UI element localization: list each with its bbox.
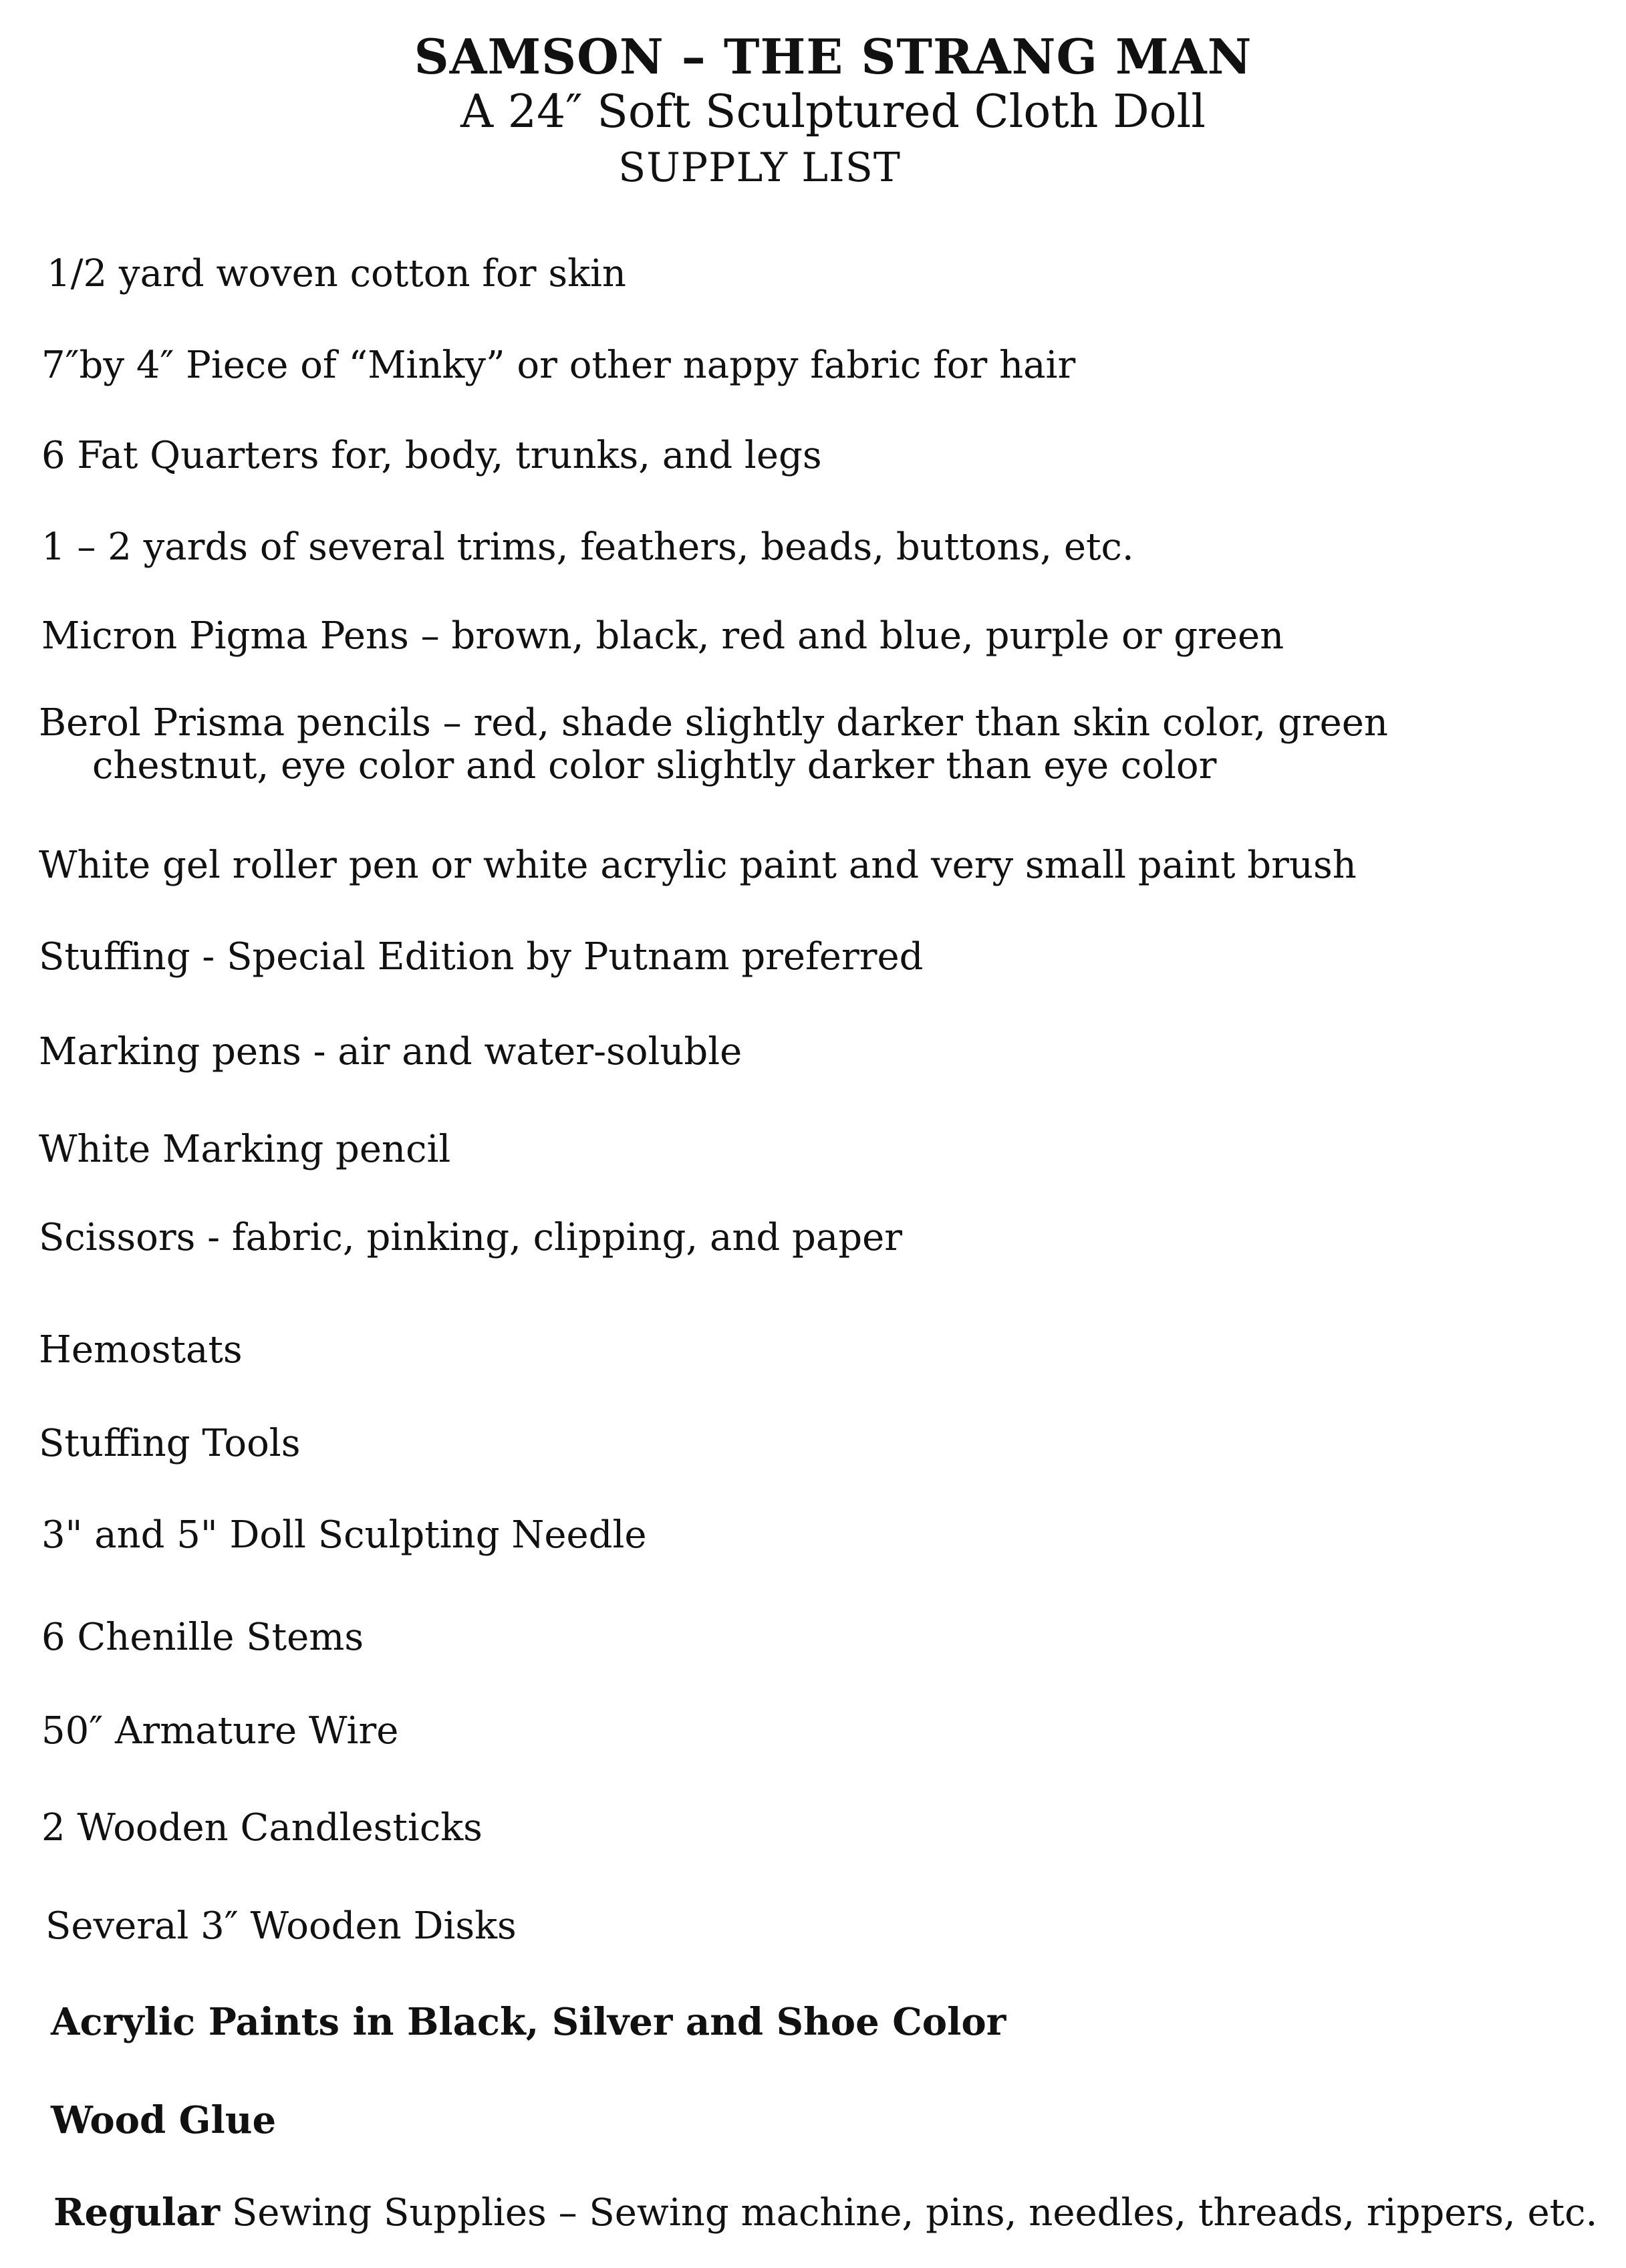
- list-item-text: 7″by 4″ Piece of “Minky” or other nappy fabric for hair: [41, 344, 1076, 387]
- list-item-text: Micron Pigma Pens – brown, black, red and blue, purple or green: [41, 614, 1284, 658]
- list-item-text: Berol Prisma pencils – red, shade slightly darker than skin color, green: [39, 701, 1388, 745]
- list-item: [39, 702, 1388, 788]
- list-item-text: Marking pens - air and water-soluble: [39, 1030, 742, 1074]
- list-item: [41, 1807, 483, 1850]
- list-item-text: 6 Chenille Stems: [41, 1616, 364, 1659]
- list-item-text: Acrylic Paints in Black, Silver and Shoe Color: [51, 2000, 1006, 2044]
- list-item: [39, 1329, 243, 1372]
- list-item: [45, 1905, 517, 1948]
- list-item-text: 1/2 yard woven cotton for skin: [47, 252, 626, 295]
- list-item: [41, 1616, 364, 1659]
- list-item-text: Stuffing - Special Edition by Putnam preferred: [39, 935, 924, 979]
- list-item-text: Scissors - fabric, pinking, clipping, and paper: [39, 1216, 903, 1259]
- list-item: [41, 615, 1284, 658]
- document-title: SAMSON – THE STRANG MAN: [414, 28, 1252, 85]
- list-item: [39, 1128, 450, 1171]
- list-item: [39, 936, 923, 979]
- list-item-text: 3" and 5" Doll Sculpting Needle: [41, 1513, 647, 1557]
- list-item: [53, 2191, 1597, 2235]
- list-item-text: Sewing Supplies – Sewing machine, pins, needles, threads, rippers, etc.: [220, 2191, 1598, 2235]
- list-item-lead: Regular: [53, 2190, 221, 2235]
- list-item-text: 6 Fat Quarters for, body, trunks, and legs: [41, 434, 822, 477]
- list-item: [41, 344, 1075, 387]
- list-item: [39, 1031, 742, 1074]
- list-item-continuation: chestnut, eye color and color slightly darker than eye color: [92, 744, 1217, 788]
- list-item-text: Several 3″ Wooden Disks: [45, 1904, 517, 1948]
- document-subtitle: A 24″ Soft Sculptured Cloth Doll: [460, 86, 1206, 138]
- list-item: [39, 1422, 300, 1465]
- list-item-text: White Marking pencil: [39, 1128, 451, 1171]
- list-item: [39, 844, 1357, 887]
- supply-list-heading: SUPPLY LIST: [618, 144, 901, 191]
- list-item: [51, 2099, 276, 2142]
- list-item-text: Stuffing Tools: [39, 1422, 301, 1465]
- list-item-text: 2 Wooden Candlesticks: [41, 1806, 483, 1850]
- list-item-text: 1 – 2 yards of several trims, feathers, beads, buttons, etc.: [41, 525, 1134, 569]
- list-item: [41, 1514, 647, 1557]
- list-item-text: Hemostats: [39, 1328, 243, 1372]
- list-item-text: 50″ Armature Wire: [41, 1709, 399, 1753]
- list-item-text: Wood Glue: [51, 2098, 277, 2142]
- list-item: [51, 2001, 1006, 2043]
- list-item: [41, 526, 1134, 569]
- list-item: [47, 253, 626, 295]
- list-item: [39, 1217, 902, 1259]
- list-item: [41, 434, 822, 477]
- list-item: [41, 1710, 398, 1753]
- list-item-text: White gel roller pen or white acrylic paint and very small paint brush: [39, 844, 1357, 887]
